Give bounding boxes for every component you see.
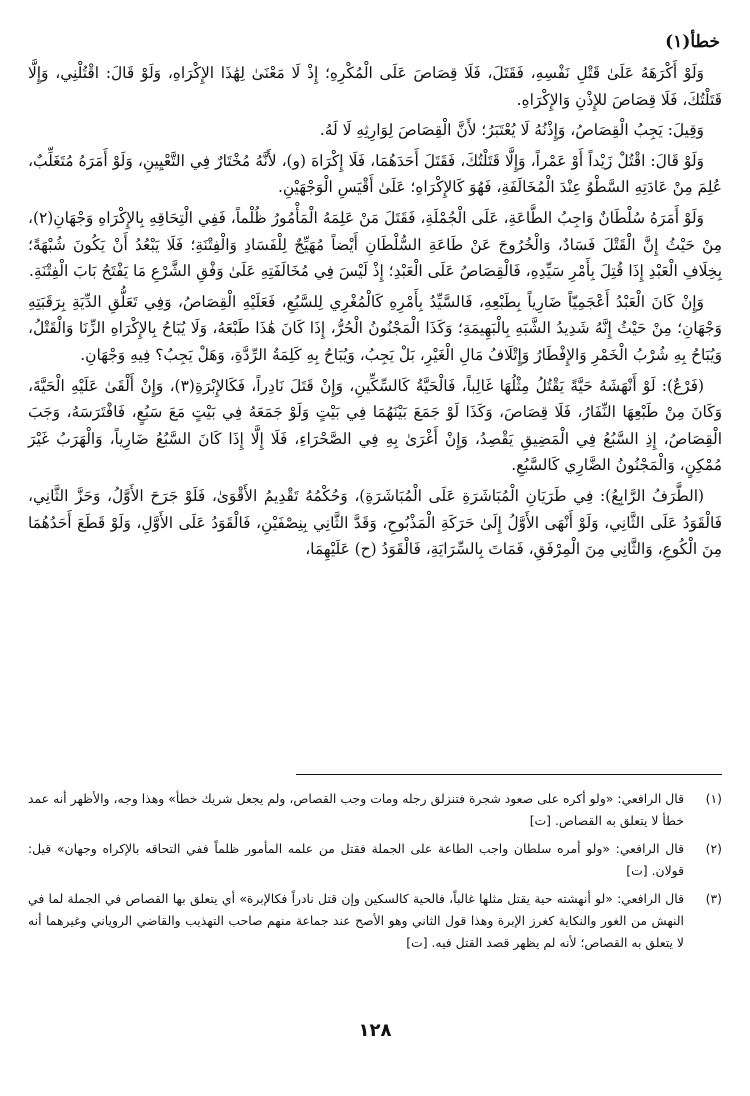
footnote-number: (١) <box>705 791 722 806</box>
footnote <box>28 788 722 832</box>
paragraph: (الطَّرَفُ الرَّابِعُ): فِي طَرَيَانِ الْمُبَاشَرَةِ عَلَى الْمُبَاشَرَةِ)، وَحُكْمُهُ تَقْدِيمُ الأَقْوَىٰ، فَلَوْ جَرَحَ الأَوَّلُ، وَحَزَّ الثَّانِي، فَالْقَوَدُ عَلَى الثَّانِي، وَلَوْ أَنْهَى الأَوَّلُ إِلَىٰ حَرَكَةِ الْمَذْبُوحِ، وَقَدَّ الثَّانِي بِنِصْفَيْنِ، فَالْقَوَدُ عَلَى الأَوَّلِ، وَلَوْ قَطَعَ أَحَدُهُمَا مِنَ الْكُوعِ، وَالثَّانِي مِنَ الْمِرْفَقِ، فَمَاتَ بِالسِّرَايَةِ، فَالْقَوَدُ (ح) عَلَيْهِمَا، <box>28 486 722 559</box>
paragraph: وَلَوْ قَالَ: اقْتُلْ زَيْداً أَوْ عَمْراً، وَإِلَّا قَتَلْتُكَ، فَقَتَلَ أَحَدَهُمَا، فَلَا إِكْرَاهَ (و)، لأَنَّهُ مُخْتَارٌ فِي التَّعْيِينِ، وَلَوْ أَمَرَهُ مُتَغَلِّبٌ، عُلِمَ مِنْ عَادَتِهِ السَّطْوُ عِنْدَ الْمُخَالَفَةِ، فَهُوَ كَالإِكْرَاهِ؛ عَلَىٰ أَقْيَسِ الْوَجْهَيْنِ. <box>28 151 722 197</box>
paragraph: وَقِيلَ: يَجِبُ الْقِصَاصُ، وَإِذْنُهُ لَا يُعْتَبَرُ؛ لأَنَّ الْقِصَاصَ لِوَارِثِهِ لَا لَهُ. <box>319 121 704 140</box>
footnote <box>28 838 722 882</box>
footnote-text: قال الرافعي: «ولو أمره سلطان واجب الطاعة على الجملة فقتل من علمه المأمور ظلماً ففي التحاقه بالإكراه وجهان» قيل: قولان. [ت] <box>28 841 684 878</box>
footnote-separator <box>296 774 722 775</box>
paragraph: وَلَوْ أَمَرَهُ سُلْطَانٌ وَاجِبُ الطَّاعَةِ، عَلَى الْجُمْلَةِ، فَقَتَلَ مَنْ عَلِمَهُ الْمَأْمُورُ ظُلْماً، فَفِي الْتِحَاقِهِ بِالإِكْرَاهِ وَجْهَانِ(٢)، مِنْ حَيْثُ إِنَّ الْقَتْلَ فَسَادٌ، وَالْخُرُوجَ عَنْ طَاعَةِ السُّلْطَانِ أَيْضاً مُهَيِّجٌ لِلْفَسَادِ وَالْفِتْنَةِ؛ فَلَا يَبْعُدُ أَنْ يَكُونَ شُبْهَةً؛ بِخِلَافِ الْعَبْدِ إِذَا قُتِلَ بِأَمْرِ سَيِّدِهِ، فَالْقِصَاصُ عَلَى الْعَبْدِ؛ إِذْ لَيْسَ فِي مُخَالَفَتِهِ عَلَىٰ وَفْقِ الشَّرْعِ مَا يَفْتَحُ بَابَ الْفِتْنَةِ. <box>28 208 722 281</box>
page-number: ١٢٨ <box>358 1020 392 1041</box>
footnote-number: (٢) <box>705 841 722 856</box>
footnotes <box>28 788 722 960</box>
footnote-text: قال الرافعي: «ولو أكره على صعود شجرة فتنزلق رجله ومات وجب القصاص، ولم يجعل شريك خطأ» وهذا وجه، والأظهر أنه عمد خطأ لا يتعلق به القصاص. [ت] <box>28 791 684 828</box>
paragraph: وَلَوْ أَكْرَهَهُ عَلَىٰ قَتْلِ نَفْسِهِ، فَقَتَلَ، فَلَا قِصَاصَ عَلَى الْمُكْرِهِ؛ إِذْ لَا مَعْنَىٰ لِهَٰذَا الإِكْرَاهِ، وَلَوْ قَالَ: اقْتُلْنِي، وَإِلَّا قَتَلْتُكَ، فَلَا قِصَاصَ للإِذْنِ وَالإِكْرَاهِ. <box>28 64 722 109</box>
running-head-word: خطأ(١) <box>665 32 720 52</box>
paragraph: (فَرْعٌ): لَوْ أَنْهَشَهُ حَيَّةً يَقْتُلُ مِثْلُهَا غَالِباً، فَالْحَيَّةُ كَالسِّكِّينِ، وَإِنْ قَتَلَ نَادِراً، فَكَالإِبْرَةِ(٣)، وَإِنْ أَلْقَىٰ عَلَيْهِ الْحَيَّةَ، وَكَانَ مِنْ طَبْعِهَا النِّفَارُ، فَلَا قِصَاصَ، وَكَذَا لَوْ جَمَعَ بَيْنَهُمَا فِي بَيْتٍ وَلَوْ جَمَعَهُ فِي بَيْتٍ مَعَ سَبُعٍ، فَافْتَرَسَهُ، وَجَبَ الْقِصَاصُ، إِذِ السَّبُعُ فِي الْمَضِيقِ يَقْصِدُ، وَإِنْ أَغْرَىٰ بِهِ فِي الصَّحْرَاءِ، فَلَا إِلَّا إِذَا كَانَ السَّبُعُ ضَارِياً، وَالْهَرَبُ غَيْرَ مُمْكِنٍ، وَالْمَجْنُونُ الضَّارِي كَالسَّبُعِ. <box>28 376 722 475</box>
paragraph: وَإِنْ كَانَ الْعَبْدُ أَعْجَمِيّاً ضَارِياً بِطَبْعِهِ، فَالسَّيِّدُ بِأَمْرِهِ كَالْمُغْرِي لِلسَّبُعِ، فَعَلَيْهِ الْقِصَاصُ، وَفِي تَعَلُّقِ الدِّيَةِ بِرَقَبَتِهِ وَجْهَانِ؛ مِنْ حَيْثُ إِنَّهُ شَدِيدُ الشَّبَهِ بِالْبَهِيمَةِ؛ وَكَذَا الْمَجْنُونُ الْحُرُّ، إِذَا كَانَ هَٰذَا طَبْعَهُ، وَلَا يُبَاحُ بِالإِكْرَاهِ الزِّنَا وَالْقَتْلُ، وَيُبَاحُ بِهِ شُرْبُ الْخَمْرِ وَالإِفْطَارُ وَإِتْلَافُ مَالِ الْغَيْرِ، بَلْ يَجِبُ، وَيُبَاحُ بِهِ كَلِمَةُ الرِّدَّةِ، وَهَلْ يَجِبُ؟ فِيهِ وَجْهَانِ. <box>28 292 722 364</box>
footnote-number: (٣) <box>705 891 722 906</box>
main-text <box>28 60 722 567</box>
footnote-text: قال الرافعي: «لو أنهشته حية يقتل مثلها غالباً، فالحية كالسكين وإن قتل نادراً فكالإبرة» أي يتعلق بها القصاص في الجملة لما في النهش من الغور والنكاية كغرز الإبرة وهذا قول الثاني وهو الأصح عند جماعة منهم صاحب التهذيب والقاضي الروياني وغيرهما أنه لا يتعلق به القصاص؛ لأنه لم يظهر قصد القتل فيه. [ت] <box>28 891 684 950</box>
footnote <box>28 888 722 954</box>
